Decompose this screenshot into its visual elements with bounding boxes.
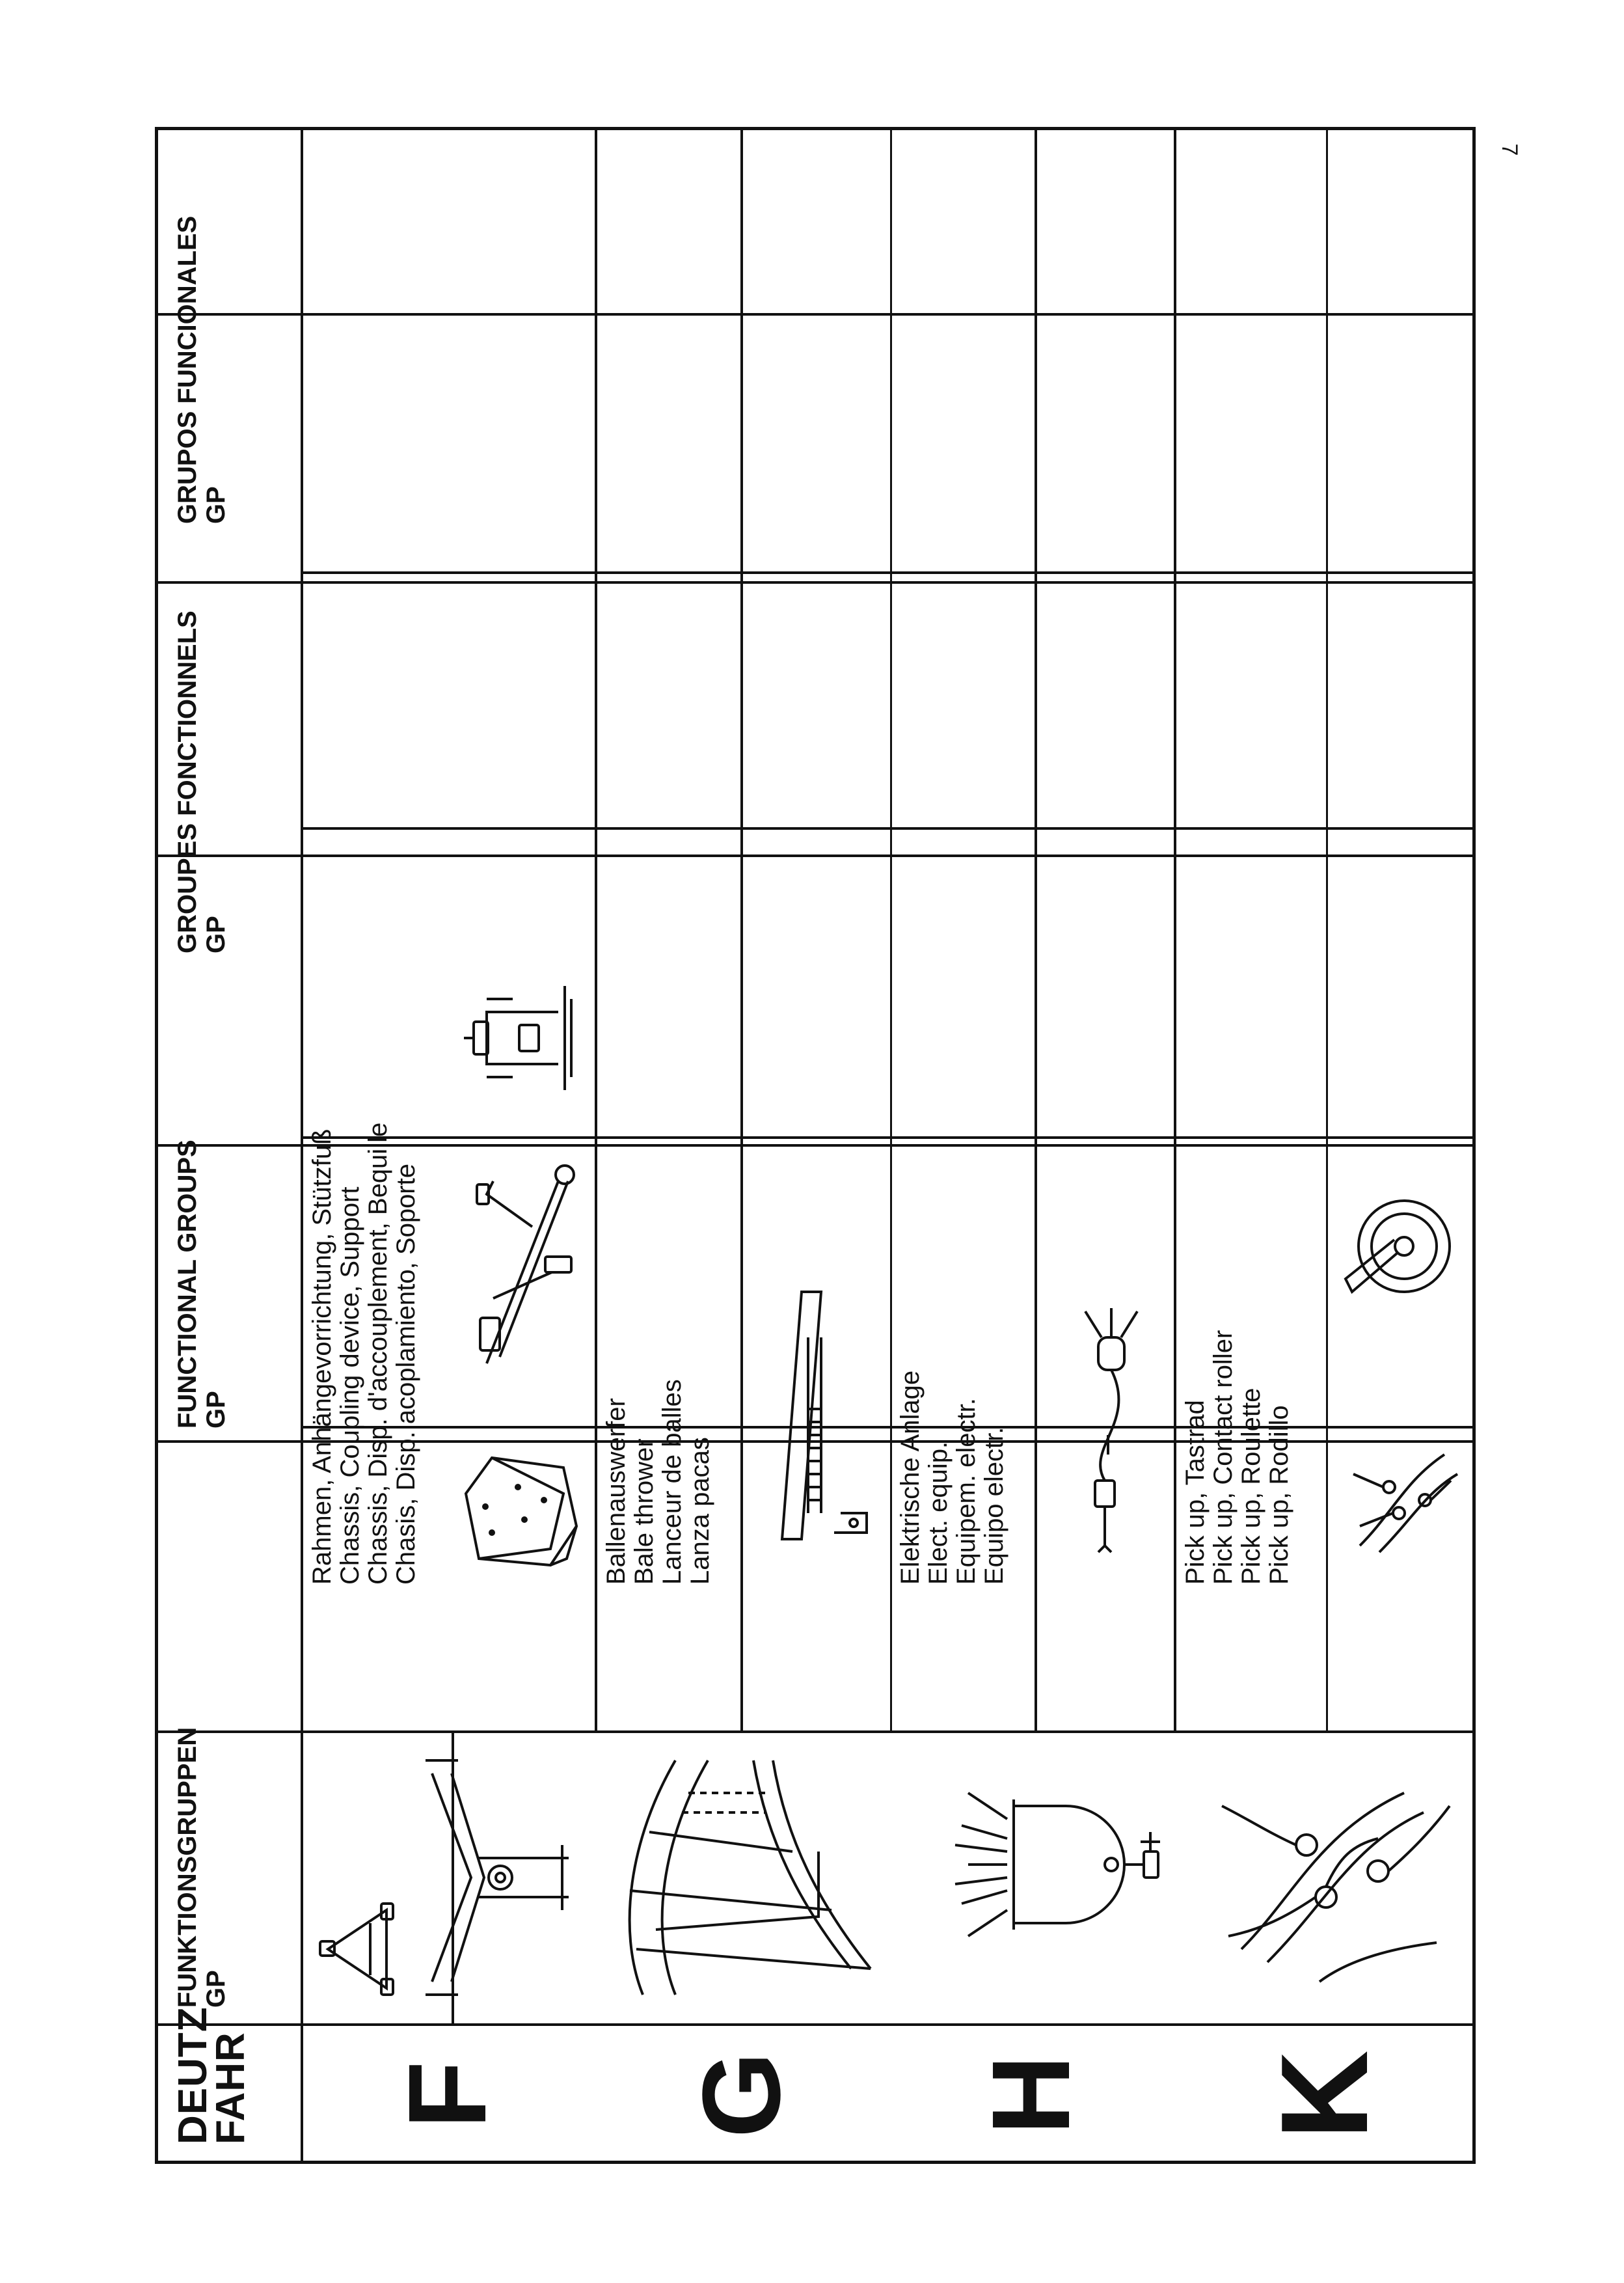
group-h-line-en: Elect. equip. — [924, 1441, 953, 1585]
group-letter-k: K — [1256, 2050, 1394, 2140]
divider — [595, 127, 597, 1733]
group-k-line-en: Pick up, Contact roller — [1209, 1330, 1238, 1585]
group-h-description — [897, 752, 1008, 1585]
group-g-line-es: Lanza pacas — [686, 1437, 714, 1585]
group-k-line-es: Pick up, Rodillo — [1265, 1405, 1293, 1585]
chassis-plate-icon — [453, 1442, 589, 1578]
divider — [301, 127, 303, 2164]
pickup-tines-icon — [1189, 1747, 1463, 2001]
group-k-line-fr: Pick up, Roulette — [1237, 1388, 1265, 1585]
header-title: GROUPES FONCTIONNELS — [173, 610, 202, 953]
group-letter-f: F — [386, 2061, 509, 2129]
logo-line-2: FAHR — [208, 2032, 253, 2144]
header-title: FUNKTIONSGRUPPEN — [173, 1727, 202, 2008]
divider — [155, 581, 1476, 584]
divider — [155, 1730, 1476, 1733]
lamp-icon — [897, 1747, 1170, 2001]
group-h-line-es: Equipo electr. — [980, 1427, 1008, 1585]
header-code: GP — [202, 1970, 230, 2008]
group-g-line-fr: Lanceur de balles — [658, 1379, 686, 1585]
divider — [155, 313, 1476, 316]
header-code: GP — [202, 916, 230, 953]
group-g-line-de: Ballenauswerfer — [602, 1398, 630, 1585]
thrower-bar-icon — [756, 1279, 880, 1552]
divider — [301, 1426, 1476, 1429]
group-g-line-en: Bale thrower — [630, 1438, 658, 1585]
group-f-line-es: Chasis, Disp. acoplamiento, Soporte — [392, 1164, 420, 1585]
contact-roller-icon — [1339, 1175, 1463, 1318]
logo-line-1: DEUTZ — [170, 2006, 215, 2144]
functional-groups-table — [155, 127, 1476, 2164]
support-jack-icon — [461, 973, 584, 1103]
coupling-drawbar-icon — [461, 1155, 584, 1376]
header-col-es — [173, 216, 230, 524]
group-letter-g: G — [680, 2051, 804, 2139]
group-letter-h: H — [969, 2055, 1093, 2135]
header-code: GP — [202, 1391, 230, 1429]
frame-drawbar-icon — [308, 1747, 582, 2008]
pickup-tines-small-icon — [1334, 1435, 1464, 1565]
group-h-line-fr: Equipem. electr. — [952, 1398, 981, 1585]
divider — [1035, 127, 1037, 1733]
divider — [740, 127, 743, 1733]
group-k-line-de: Pick up, Tastrad — [1181, 1400, 1210, 1585]
divider — [301, 571, 1476, 574]
cable-plug-icon — [1046, 1292, 1170, 1565]
header-title: FUNCTIONAL GROUPS — [173, 1140, 202, 1429]
group-h-line-de: Elektrische Anlage — [896, 1370, 925, 1585]
divider — [1174, 127, 1176, 1733]
group-g-description — [602, 752, 714, 1585]
header-title: GRUPOS FUNCIONALES — [173, 215, 202, 524]
deutz-fahr-logo — [170, 2006, 253, 2144]
group-k-description — [1182, 752, 1293, 1585]
divider — [1326, 127, 1328, 1733]
group-f-line-fr: Chassis, Disp. d'accouplement, Bequille — [364, 1122, 392, 1585]
header-col-fr — [173, 610, 230, 953]
header-code: GP — [202, 486, 230, 524]
divider — [890, 127, 892, 1733]
header-col-de — [173, 1727, 230, 2008]
bale-chute-icon — [604, 1747, 884, 2008]
divider — [301, 1136, 1476, 1139]
page-number: 7 — [1497, 143, 1522, 156]
group-f-description — [308, 752, 420, 1585]
divider — [301, 827, 1476, 830]
group-f-line-en: Chassis, Coupling device, Support — [336, 1186, 364, 1585]
group-f-line-de: Rahmen, Anhängevorrichtung, Stützfuß — [308, 1128, 336, 1585]
header-col-en — [173, 1140, 230, 1429]
